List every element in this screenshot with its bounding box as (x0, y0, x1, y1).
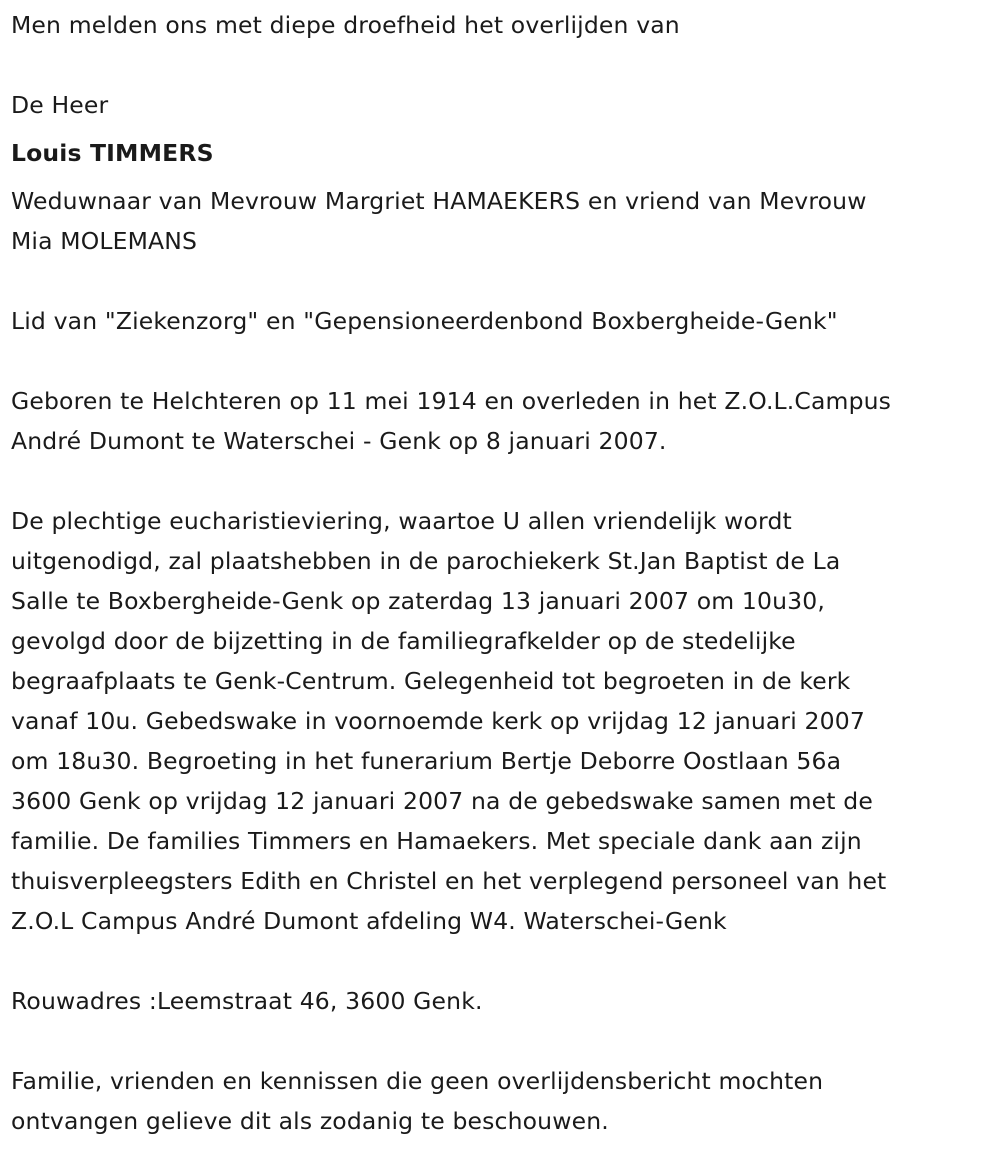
birth-death-line: André Dumont te Waterschei - Genk op 8 januari 2007. (11, 427, 667, 455)
ceremony-line: begraafplaats te Genk-Centrum. Gelegenheid tot begroeten in de kerk (11, 667, 851, 695)
ceremony-line: vanaf 10u. Gebedswake in voornoemde kerk op vrijdag 12 januari 2007 (11, 707, 865, 735)
ceremony-line: Z.O.L Campus André Dumont afdeling W4. Waterschei-Genk (11, 907, 727, 935)
intro-text: Men melden ons met diepe droefheid het overlijden van (11, 11, 680, 39)
birth-death-line: Geboren te Helchteren op 11 mei 1914 en overleden in het Z.O.L.Campus (11, 387, 892, 415)
ceremony-line: Salle te Boxbergheide-Genk op zaterdag 13 januari 2007 om 10u30, (11, 587, 825, 615)
ceremony-line: De plechtige eucharistieviering, waartoe U allen vriendelijk wordt (11, 507, 792, 535)
ceremony-line: thuisverpleegsters Edith en Christel en het verplegend personeel van het (11, 867, 887, 895)
closing-line: ontvangen gelieve dit als zodanig te beschouwen. (11, 1107, 609, 1135)
ceremony-line: 3600 Genk op vrijdag 12 januari 2007 na de gebedswake samen met de (11, 787, 873, 815)
relation-line: Weduwnaar van Mevrouw Margriet HAMAEKERS en vriend van Mevrouw (11, 187, 867, 215)
mourning-address: Rouwadres :Leemstraat 46, 3600 Genk. (11, 987, 483, 1015)
ceremony-line: uitgenodigd, zal plaatshebben in de parochiekerk St.Jan Baptist de La (11, 547, 841, 575)
deceased-name: Louis TIMMERS (11, 139, 214, 167)
relation-line: Mia MOLEMANS (11, 227, 198, 255)
closing-line: Familie, vrienden en kennissen die geen overlijdensbericht mochten (11, 1067, 824, 1095)
ceremony-line: familie. De families Timmers en Hamaekers. Met speciale dank aan zijn (11, 827, 862, 855)
membership-text: Lid van "Ziekenzorg" en "Gepensioneerdenbond Boxbergheide-Genk" (11, 307, 838, 335)
ceremony-line: gevolgd door de bijzetting in de familiegrafkelder op de stedelijke (11, 627, 796, 655)
salutation: De Heer (11, 91, 109, 119)
ceremony-line: om 18u30. Begroeting in het funerarium Bertje Deborre Oostlaan 56a (11, 747, 842, 775)
